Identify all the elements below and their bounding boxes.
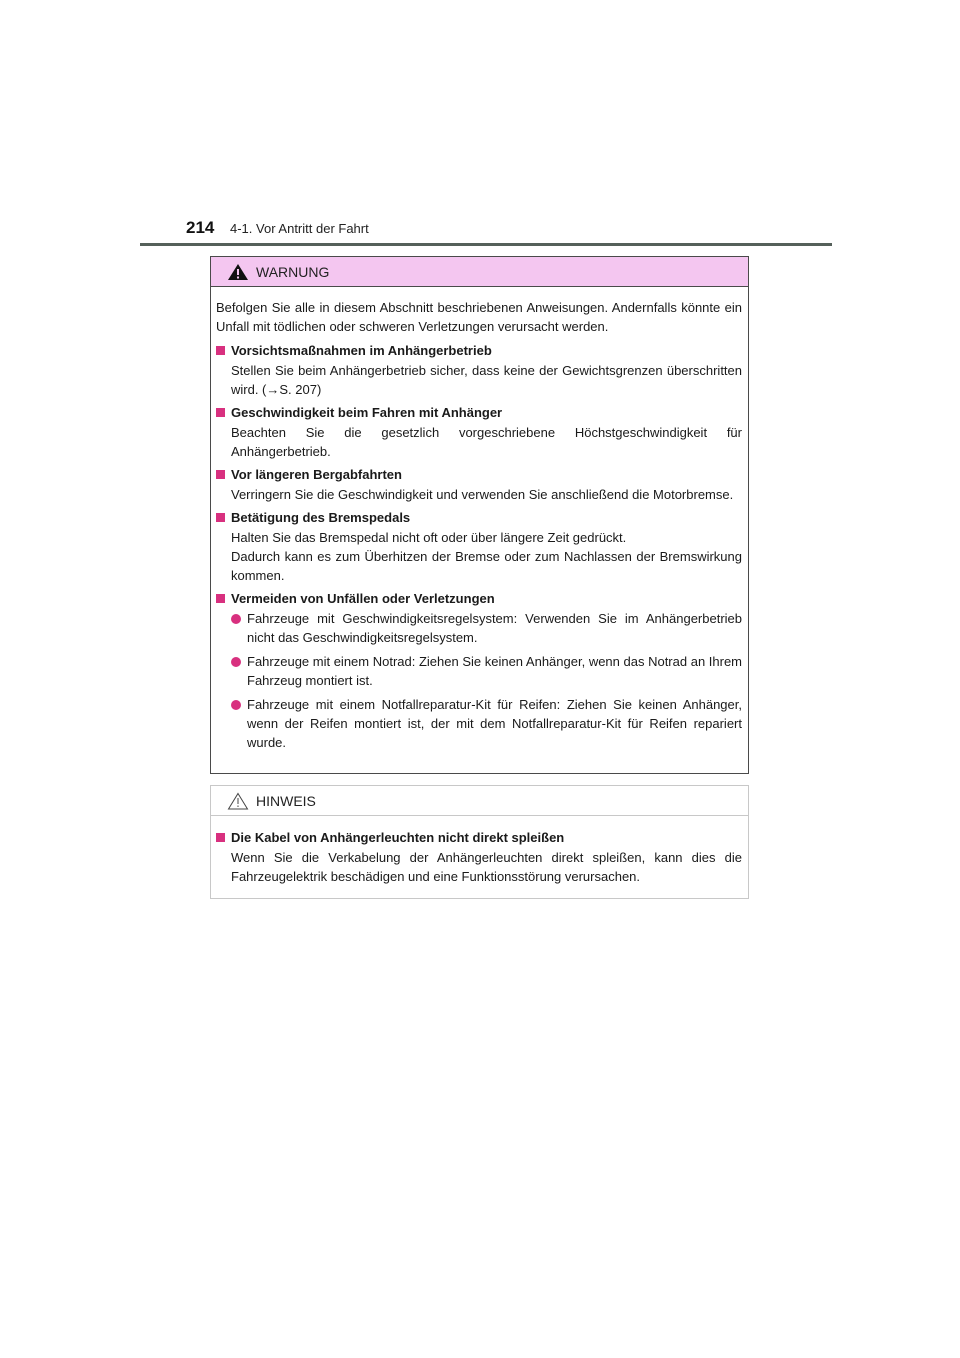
section-text: Stellen Sie beim Anhängerbetrieb sicher, dass keine der Gewichtsgrenzen überschritten wird. (→S. 207) <box>231 363 742 397</box>
caution-triangle-outline-icon <box>227 792 249 810</box>
warning-intro: Befolgen Sie alle in diesem Abschnitt beschriebenen Anweisungen. Andernfalls könnte ein Unfall mit tödlichen oder schweren Verletzungen verursacht werden. <box>216 300 742 334</box>
square-bullet-icon <box>216 408 225 417</box>
warning-body <box>211 287 748 752</box>
square-bullet-icon <box>216 833 225 842</box>
circle-bullet-icon <box>231 657 241 667</box>
section-heading: Betätigung des Bremspedals <box>216 508 742 527</box>
section-heading: Vor längeren Bergabfahrten <box>216 465 742 484</box>
page-number: 214 <box>186 218 215 237</box>
warning-title: WARNUNG <box>256 263 330 280</box>
square-bullet-icon <box>216 346 225 355</box>
list-item: Fahrzeuge mit Geschwindigkeitsregelsystem: Verwenden Sie im Anhängerbetrieb nicht das Geschwindigkeitsregelsystem. <box>216 609 742 647</box>
section-heading: Vorsichtsmaßnahmen im Anhängerbetrieb <box>216 341 742 360</box>
section-text: Beachten Sie die gesetzlich vorgeschriebene Höchstgeschwindigkeit für Anhängerbetrieb. <box>231 425 742 459</box>
list-item: Fahrzeuge mit einem Notrad: Ziehen Sie keinen Anhänger, wenn das Notrad an Ihrem Fahrzeug montiert ist. <box>216 652 742 690</box>
warning-box <box>210 256 749 774</box>
section-text: Halten Sie das Bremspedal nicht oft oder über längere Zeit gedrückt. Dadurch kann es zum Überhitzen der Bremse oder zum Nachlassen der Bremswirkung kommen. <box>231 530 742 583</box>
square-bullet-icon <box>216 470 225 479</box>
circle-bullet-icon <box>231 614 241 624</box>
section-heading: Vermeiden von Unfällen oder Verletzungen <box>216 589 742 608</box>
hint-box <box>210 785 749 899</box>
square-bullet-icon <box>216 513 225 522</box>
hint-header <box>211 786 748 816</box>
hint-heading: Die Kabel von Anhängerleuchten nicht direkt spleißen <box>216 828 742 847</box>
header-rule <box>140 243 832 246</box>
warning-triangle-icon <box>227 263 249 281</box>
hint-title: HINWEIS <box>256 792 316 809</box>
hint-body <box>211 816 748 886</box>
hint-text: Wenn Sie die Verkabelung der Anhängerleuchten direkt spleißen, kann dies die Fahrzeugelektrik beschädigen und eine Funktionsstörung verursachen. <box>231 850 742 884</box>
section-heading: Geschwindigkeit beim Fahren mit Anhänger <box>216 403 742 422</box>
list-item: Fahrzeuge mit einem Notfallreparatur-Kit für Reifen: Ziehen Sie keinen Anhänger, wenn der Reifen montiert ist, der mit dem Notfallreparatur-Kit für Reifen repariert wurde. <box>216 695 742 752</box>
section-title: 4-1. Vor Antritt der Fahrt <box>230 221 369 236</box>
warning-header <box>211 257 748 287</box>
square-bullet-icon <box>216 594 225 603</box>
circle-bullet-icon <box>231 700 241 710</box>
section-text: Verringern Sie die Geschwindigkeit und verwenden Sie anschließend die Motorbremse. <box>231 487 734 502</box>
